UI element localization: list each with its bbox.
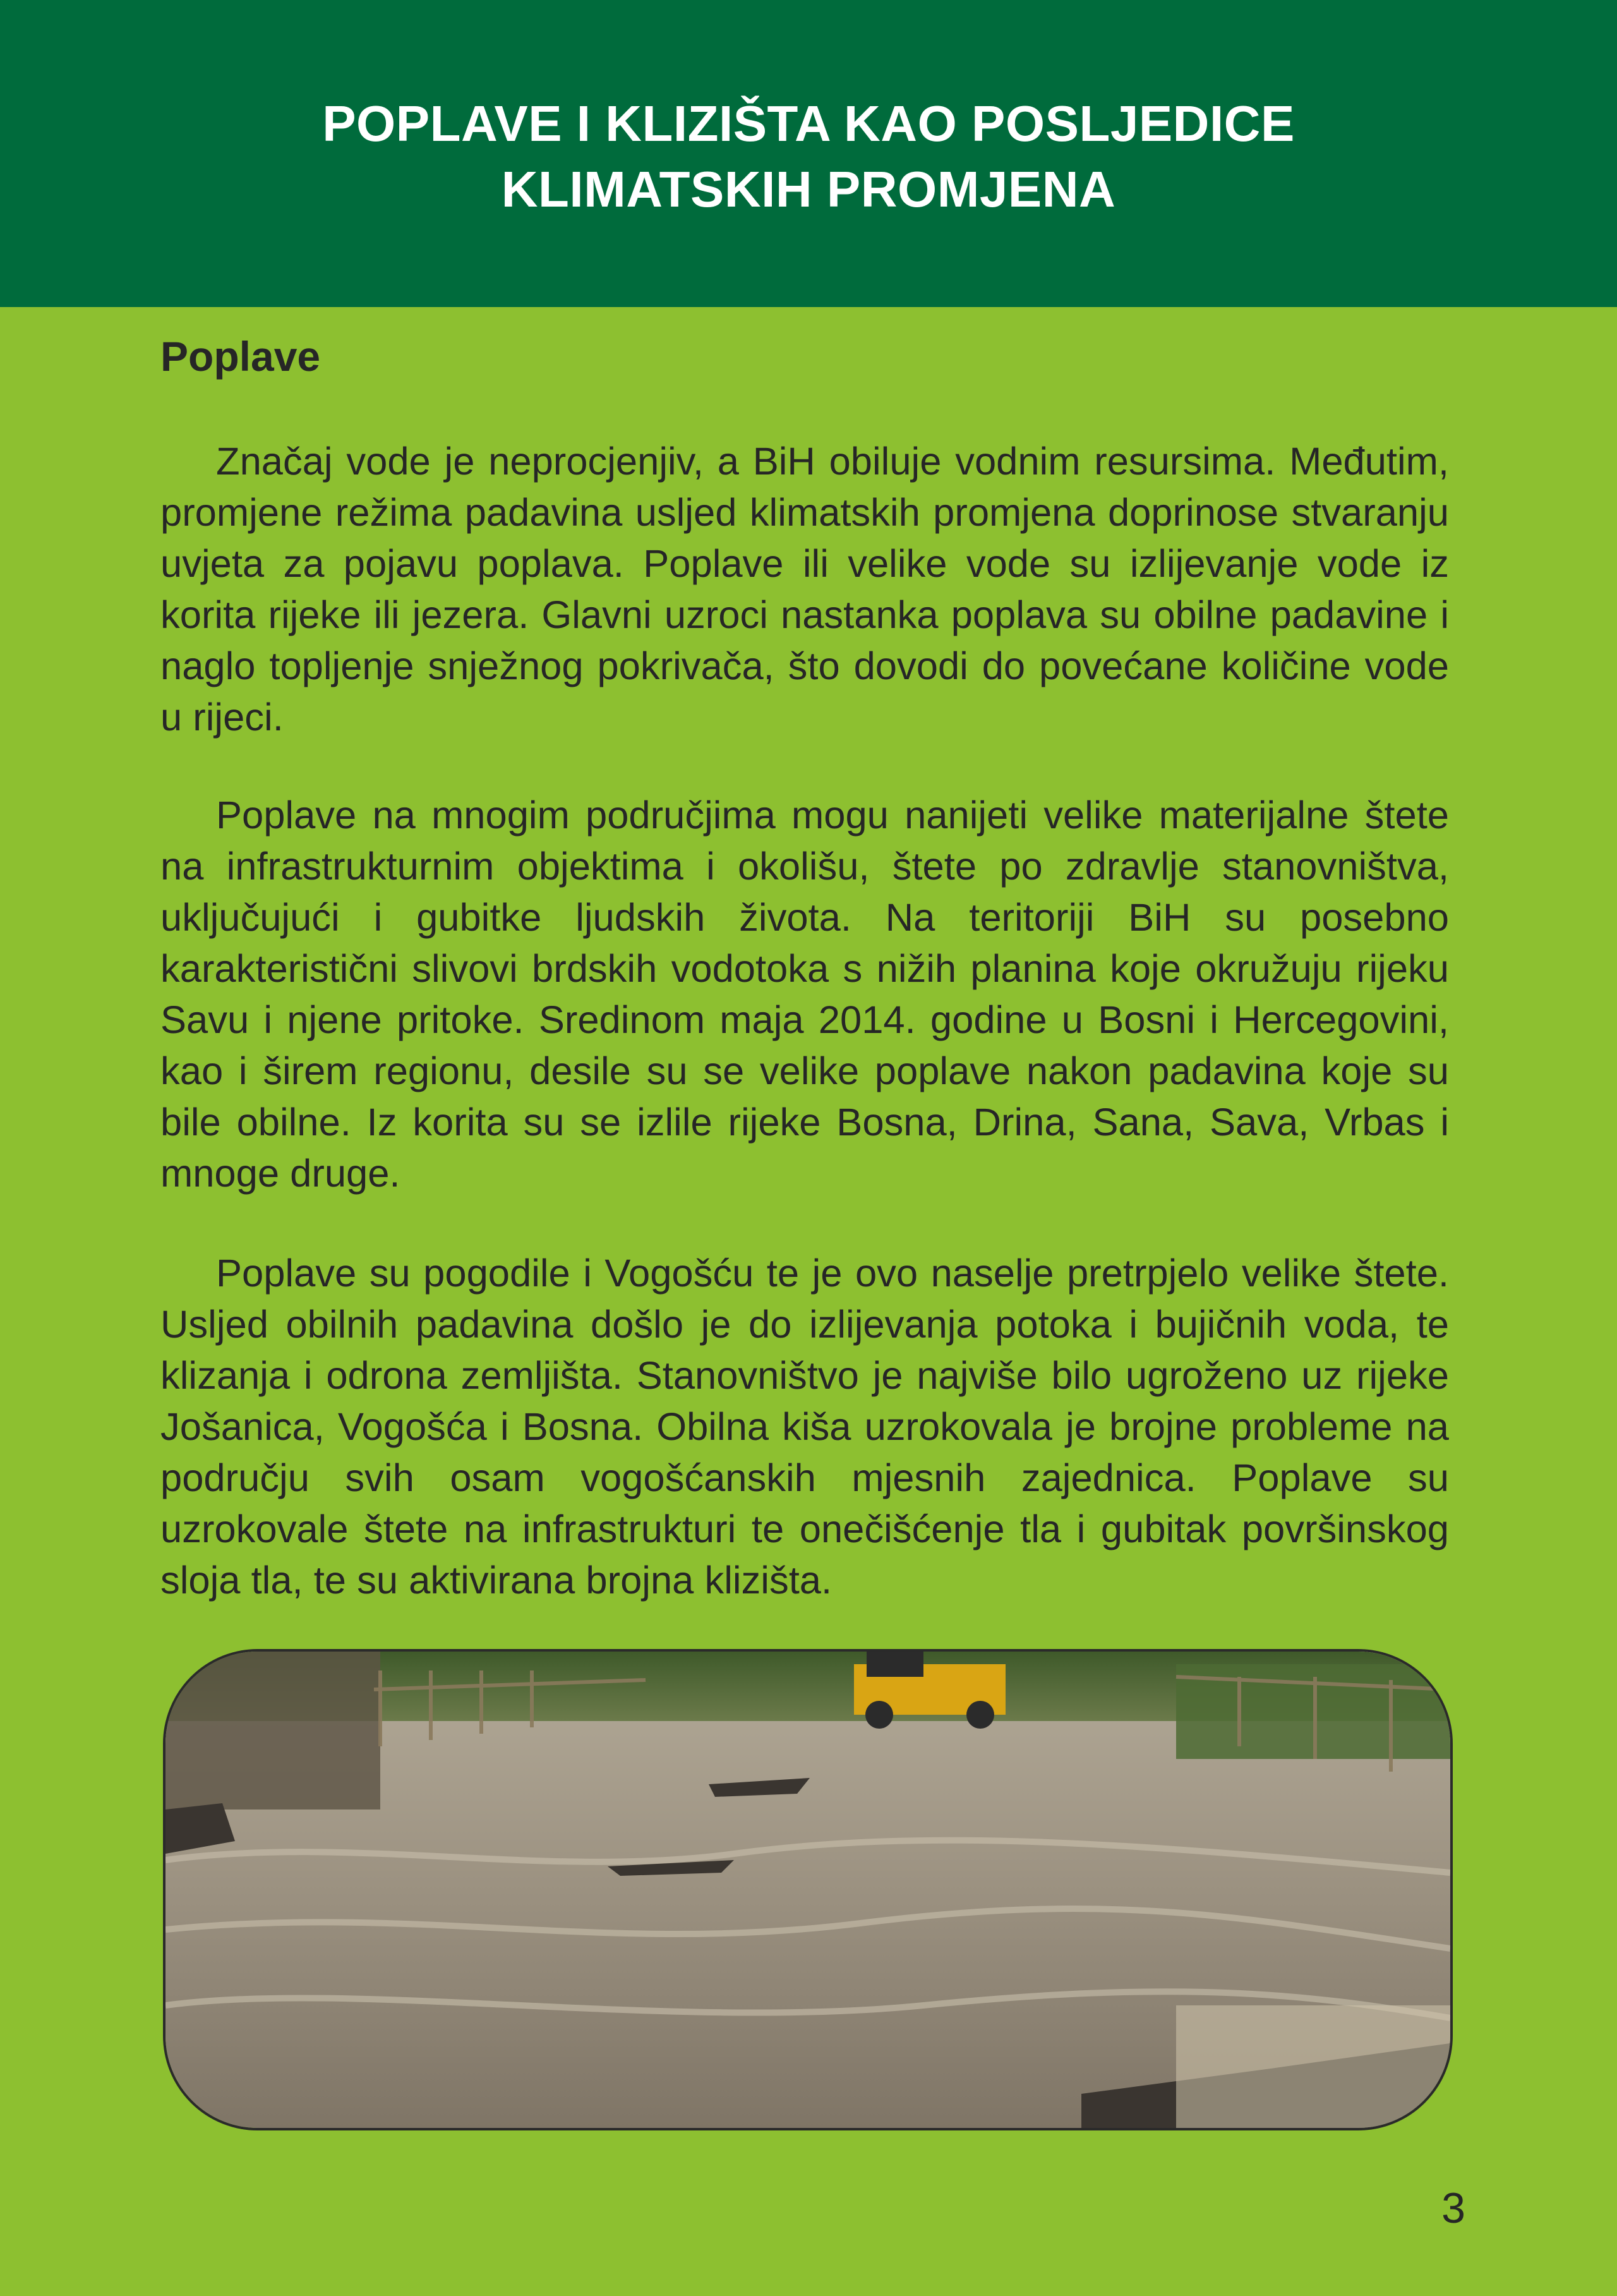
section-heading: Poplave [160, 333, 321, 380]
page-title-line-1: POPLAVE I KLIZIŠTA KAO POSLJEDICE [322, 95, 1295, 152]
paragraph-1: Značaj vode je neprocjenjiv, a BiH obiluje vodnim resursima. Međutim, promjene režima padavina usljed klimatskih promjena doprinose stvaranju uvjeta za pojavu poplava. Poplave ili velike vode su izlijevanje vode iz korita rijeke ili jezera. Glavni uzroci nastanka poplava su obilne padavine i naglo topljenje snježnog pokrivača, što dovodi do povećane količine vode u rijeci. [160, 440, 1449, 739]
paragraph-2: Poplave na mnogim područjima mogu nanijeti velike materijalne štete na infrastrukturnim objektima i okolišu, štete po zdravlje stanovništva, uključujući i gubitke ljudskih života. Na teritoriji BiH su posebno karakteristični slivovi brdskih vodotoka s nižih planina koje okružuju rijeku Savu i njene pritoke. Sredinom maja 2014. godine u Bosni i Hercegovini, kao i širem regionu, desile su se velike poplave nakon padavina koje su bile obilne. Iz korita su se izlile rijeke Bosna, Drina, Sana, Sava, Vrbas i mnoge druge. [160, 794, 1449, 1195]
page-header [0, 0, 1617, 307]
page-title-line-2: KLIMATSKIH PROMJENA [501, 161, 1116, 217]
page-number: 3 [1441, 2184, 1465, 2232]
paragraph-3: Poplave su pogodile i Vogošću te je ovo naselje pretrpjelo velike štete. Usljed obilnih padavina došlo je do izlijevanja potoka i bujičnih voda, te klizanja i odrona zemljišta. Stanovništvo je najviše bilo ugroženo uz rijeke Jošanica, Vogošća i Bosna. Obilna kiša uzrokovala je brojne probleme na području svih osam vogošćanskih mjesnih zajednica. Poplave su uzrokovale štete na infrastrukturi te onečišćenje tla i gubitak površinskog sloja tla, te su aktivirana brojna klizišta. [160, 1252, 1449, 1602]
flood-photo [163, 1649, 1453, 2130]
